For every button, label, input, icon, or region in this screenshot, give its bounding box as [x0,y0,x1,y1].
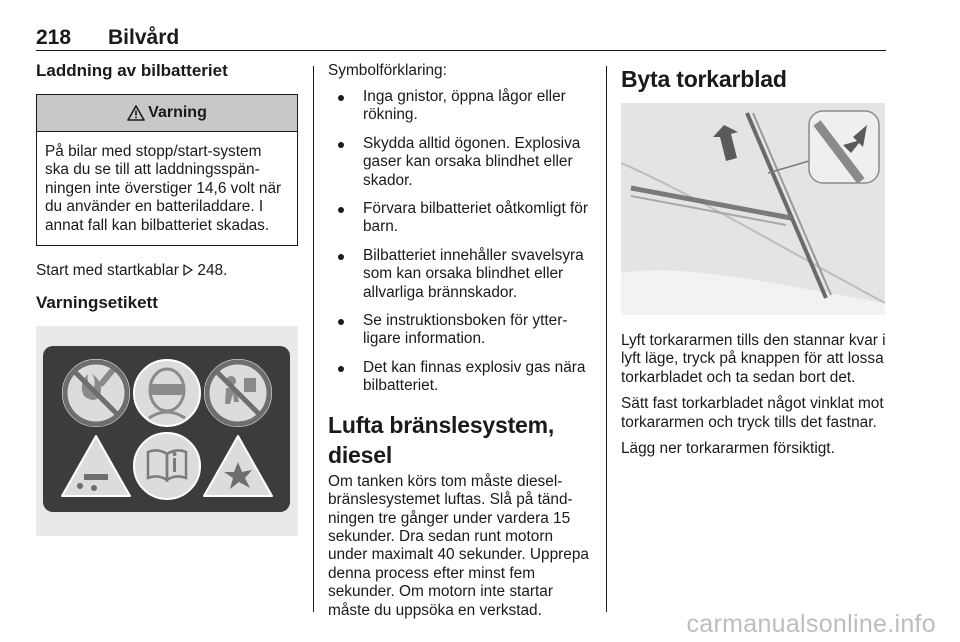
list-item: Se instruktionsboken för ytter-ligare information. [328,312,594,349]
wiper-instructions-step1: Lyft torkararmen tills den stannar kvar i lyft läge, tryck på knappen för att lossa torkarbladet och ta sedan bort det. [621,332,886,386]
column-divider-left [313,66,314,612]
bullet-dot [338,142,344,148]
bullet-dot [338,95,344,101]
section-heading-battery-charging: Laddning av bilbatteriet [36,61,228,80]
column-symbol-legend [328,60,594,620]
wiper-instructions-step2: Sätt fast torkarbladet något vinklat mot torkararmen och tryck tills det fastnar. [621,395,884,431]
symbol-legend-list [328,88,594,396]
eye-protection-icon [134,360,200,426]
section-heading-wiper-blade: Byta torkarblad [621,66,787,92]
column-battery-charging [36,60,298,536]
page-number: 218 [36,26,72,49]
jumpstart-page: 248. [197,262,228,280]
bullet-dot [338,207,344,213]
page-header [36,26,886,51]
list-item: Inga gnistor, öppna lågor eller rökning. [328,88,594,125]
warning-triangle-icon [127,105,145,121]
wiper-blade-illustration [621,103,885,315]
keep-children-away-icon [205,360,271,426]
section-heading-diesel-bleeding: Lufta bränslesystem, diesel [328,411,555,468]
wiper-instructions-step3: Lägg ner torkararmen försiktigt. [621,440,835,458]
warning-box [36,94,298,246]
chapter-title: Bilvård [108,26,180,49]
bullet-dot [338,319,344,325]
warning-body: På bilar med stopp/start-system ska du se till att laddningsspän-ningen inte överstiger 14,6 volt när du använder en batteriladdare. I annat fall kan bilbatteriet skadas. [45,143,282,234]
read-manual-icon [134,433,200,499]
bullet-dot [338,366,344,372]
list-item: Förvara bilbatteriet oåtkomligt för barn. [328,200,594,237]
page-reference-arrow-icon [183,264,193,276]
section-heading-warning-label: Varningsetikett [36,293,158,313]
warning-header [37,95,297,132]
column-divider-right [606,66,607,612]
watermark: carmanualsonline.info [686,610,936,638]
jumpstart-text: Start med startkablar [36,262,179,280]
bullet-dot [338,254,344,260]
list-item: Skydda alltid ögonen. Explosiva gaser kan orsaka blindhet eller skador. [328,135,594,190]
battery-warning-label-image [36,326,298,536]
no-fire-icon [63,360,129,426]
list-item: Det kan finnas explosiv gas nära bilbatteriet. [328,359,594,396]
column-wiper-blade [621,60,889,458]
warning-title: Varning [148,104,207,121]
jumpstart-reference [36,262,298,280]
list-item: Bilbatteriet innehåller svavelsyra som kan orsaka blindhet eller allvarliga brännskador. [328,247,594,302]
diesel-instructions: Om tanken körs tom måste diesel-bränslesystemet luftas. Slå på tänd-ningen tre gånger under vardera 15 sekunder. Dra sedan runt motorn under maximalt 40 sekunder. Upprepa denna process efter minst fem sekunder. Om motorn inte startar måste du uppsöka en verkstad. [328,472,589,619]
legend-heading: Symbolförklaring: [328,62,447,79]
